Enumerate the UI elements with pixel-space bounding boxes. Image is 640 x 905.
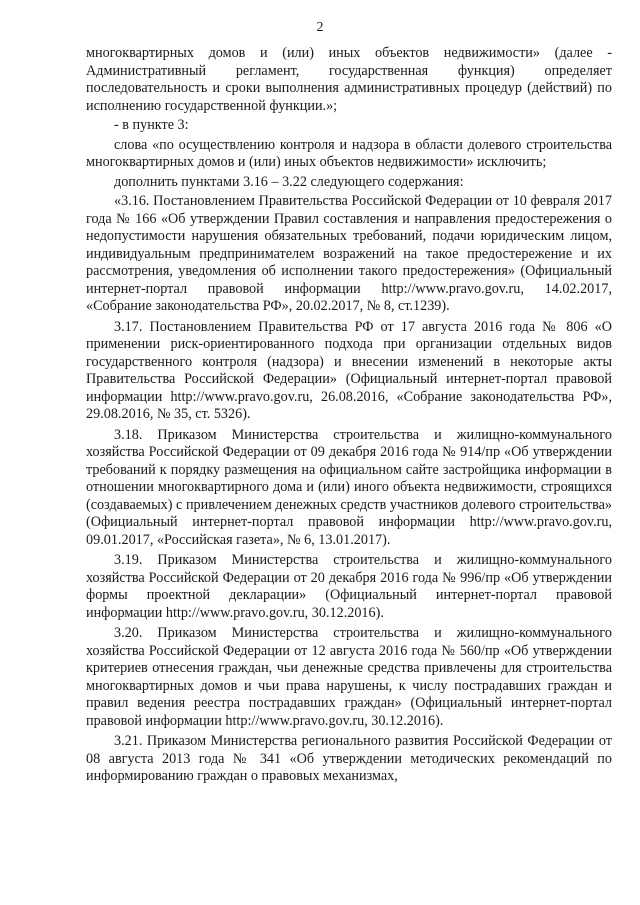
paragraph-point-3-header: - в пункте 3: [114,117,189,133]
paragraph-item-3-19: 3.19. Приказом Министерства строительства и жилищно-коммунального хозяйства Российской Федерации от 20 декабря 2016 года № 996/пр «Об утверждении формы проектной декларации» (Официальный интернет-портал правовой информации http://www.pravo.gov.ru, 30.12.2016). [86,552,612,621]
document-body [86,45,612,786]
paragraph-supplement-intro: дополнить пунктами 3.16 – 3.22 следующего содержания: [114,173,464,190]
paragraph-intro-continuation: многоквартирных домов и (или) иных объектов недвижимости» (далее - Административный регламент, государственная функция) определяет последовательность и сроки выполнения административных процедур (действий) по исполнению государственной функции.»; [86,45,612,114]
paragraph-item-3-17: 3.17. Постановлением Правительства РФ от 17 августа 2016 года № 806 «О применении риск-ориентированного подхода при организации отдельных видов государственного контроля (надзора) и внесении изменений в некоторые акты Правительства Российской Федерации» (Официальный интернет-портал правовой информации http://www.pravo.gov.ru, 26.08.2016, «Собрание законодательства РФ», 29.08.2016, № 35, ст. 5326). [86,318,612,422]
paragraph-item-3-18: 3.18. Приказом Министерства строительства и жилищно-коммунального хозяйства Российской Федерации от 09 декабря 2016 года № 914/пр «Об утверждении требований к порядку размещения на официальном сайте застройщика информации в отношении многоквартирного дома и (или) иного объекта недвижимости, строящихся (создаваемых) с привлечением денежных средств участников долевого строительства» (Официальный интернет-портал правовой информации http://www.pravo.gov.ru, 09.01.2017, «Российская газета», № 6, 13.01.2017). [86,426,612,548]
paragraph-item-3-20: 3.20. Приказом Министерства строительства и жилищно-коммунального хозяйства Российской Федерации от 12 августа 2016 года № 560/пр «Об утверждении критериев отнесения граждан, чьи денежные средства привлечены для строительства многоквартирных домов и чьи права нарушены, к числу пострадавших граждан и правил ведения реестра пострадавших граждан» (Официальный интернет-портал правовой информации http://www.pravo.gov.ru, 30.12.2016). [86,625,612,729]
page-number: 2 [316,20,324,35]
paragraph-item-3-21: 3.21. Приказом Министерства регионального развития Российской Федерации от 08 августа 2013 года № 341 «Об утверждении методических рекомендаций по информированию граждан о правовых механизмах, [86,733,612,784]
paragraph-words-exclusion: слова «по осуществлению контроля и надзора в области долевого строительства многоквартирных домов и (или) иных объектов недвижимости» исключить; [86,136,612,170]
paragraph-item-3-16: «3.16. Постановлением Правительства Российской Федерации от 10 февраля 2017 года № 166 «Об утверждении Правил составления и направления предостережения о недопустимости нарушения обязательных требований, подачи юридическим лицом, индивидуальным предпринимателем возражений на такое предостережение и их рассмотрения, уведомления об исполнении такого предостережения» (Официальный интернет-портал правовой информации http://www.pravo.gov.ru, 14.02.2017, «Собрание законодательства РФ», 20.02.2017, № 8, ст.1239). [86,193,612,314]
